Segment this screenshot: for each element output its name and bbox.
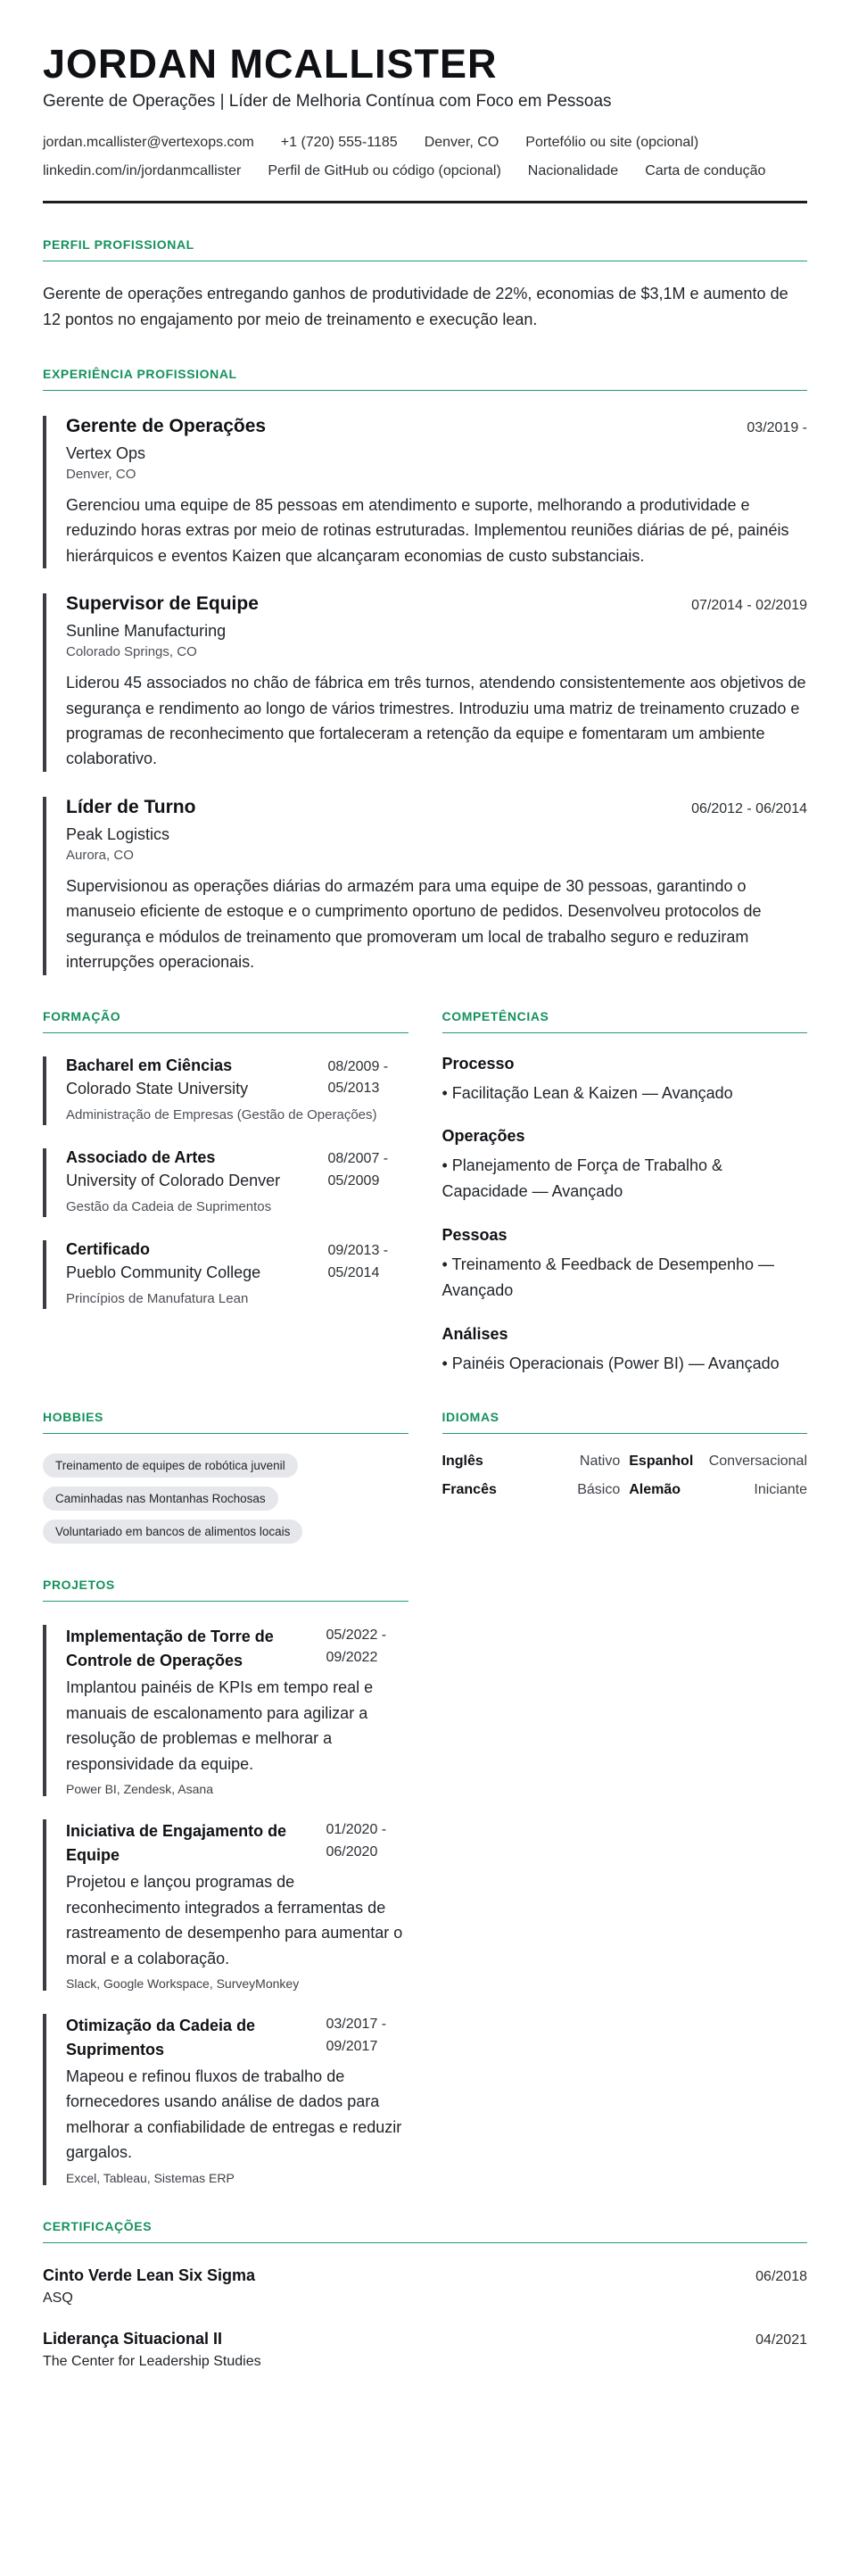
education-institution: Pueblo Community College — [66, 1263, 261, 1282]
education-heading: FORMAÇÃO — [43, 1009, 408, 1033]
job-company: Sunline Manufacturing — [66, 622, 227, 641]
skill-category: Análises — [442, 1324, 508, 1343]
job-date: 06/2012 - 06/2014 — [691, 800, 807, 816]
hobbies-heading: HOBBIES — [43, 1410, 408, 1434]
skill-item: • Painéis Operacionais (Power BI) — Avançado — [442, 1354, 780, 1372]
project-title: Iniciativa de Engajamento de Equipe — [66, 1822, 287, 1865]
project-tech: Slack, Google Workspace, SurveyMonkey — [66, 1975, 300, 1991]
education-skills-row — [43, 1009, 807, 1377]
header-divider — [43, 201, 807, 203]
education-entry — [43, 1148, 408, 1217]
hobby-tag: Caminhadas nas Montanhas Rochosas — [43, 1487, 278, 1511]
hobby-tag: Treinamento de equipes de robótica juvenil — [43, 1454, 298, 1478]
education-field: Princípios de Manufatura Lean — [66, 1291, 249, 1307]
projects-row — [43, 1578, 807, 2184]
language-entry — [442, 1482, 621, 1498]
skills-section — [442, 1009, 808, 1377]
education-section — [43, 1009, 408, 1377]
project-entry — [43, 1819, 408, 1991]
certification-entry — [43, 2330, 807, 2370]
job-location: Aurora, CO — [66, 847, 134, 863]
certification-issuer: ASQ — [43, 2290, 73, 2306]
skill-item: • Facilitação Lean & Kaizen — Avançado — [442, 1083, 733, 1102]
education-field: Gestão da Cadeia de Suprimentos — [66, 1198, 272, 1214]
certifications-section — [43, 2219, 807, 2370]
skill-category: Processo — [442, 1054, 515, 1073]
language-level: Conversacional — [708, 1454, 807, 1470]
skill-item: • Treinamento & Feedback de Desempenho — Avançado — [442, 1255, 775, 1299]
language-list — [442, 1454, 808, 1498]
candidate-tagline: Gerente de Operações | Líder de Melhoria Contínua com Foco em Pessoas — [43, 92, 612, 112]
summary-heading: PERFIL PROFISSIONAL — [43, 237, 807, 261]
project-title: Otimização da Cadeia de Suprimentos — [66, 2016, 256, 2058]
job-entry — [43, 593, 807, 772]
hobbies-languages-row — [43, 1410, 807, 1544]
project-tech: Power BI, Zendesk, Asana — [66, 1782, 213, 1797]
skill-item: • Planejamento de Força de Trabalho & Capacidade — Avançado — [442, 1156, 722, 1201]
hobbies-section — [43, 1410, 408, 1544]
language-level: Nativo — [579, 1454, 621, 1470]
certification-issuer: The Center for Leadership Studies — [43, 2353, 261, 2369]
education-institution: University of Colorado Denver — [66, 1171, 281, 1189]
job-title: Gerente de Operações — [66, 415, 267, 436]
education-entry — [43, 1240, 408, 1309]
certification-date: 04/2021 — [755, 2332, 807, 2348]
job-entry — [43, 416, 807, 568]
job-location: Colorado Springs, CO — [66, 644, 197, 660]
language-level: Iniciante — [754, 1482, 807, 1498]
job-entry — [43, 797, 807, 975]
job-description: Supervisionou as operações diárias do armazém para uma equipe de 30 pessoas, garantindo o manuseio eficiente de estoque e o cumprimento oportuno de pedidos. Desenvolveu protocolos de segurança e módulos de treinamento que promoveram um local de trabalho seguro e reduziram interrupções operacionais. — [66, 876, 762, 972]
contact-email[interactable]: jordan.mcallister@vertexops.com — [43, 135, 254, 151]
candidate-name: JORDAN MCALLISTER — [43, 41, 498, 87]
project-tech: Excel, Tableau, Sistemas ERP — [66, 2170, 235, 2185]
education-date: 09/2013 - 05/2014 — [327, 1243, 389, 1280]
language-name: Alemão — [629, 1482, 681, 1498]
project-description: Mapeou e refinou fluxos de trabalho de fornecedores usando análise de dados para melhorar a confiabilidade de entregas e reduzir gargalos. — [66, 2067, 402, 2162]
summary-text: Gerente de operações entregando ganhos de produtividade de 22%, economias de $3,1M e aumento de 12 pontos no engajamento por meio de treinamento e execução lean. — [43, 285, 788, 329]
language-name: Francês — [442, 1482, 497, 1498]
language-name: Espanhol — [629, 1454, 694, 1470]
projects-spacer — [442, 1578, 808, 2184]
contact-location: Denver, CO — [424, 135, 499, 151]
certifications-heading: CERTIFICAÇÕES — [43, 2219, 807, 2243]
language-name: Inglês — [442, 1454, 483, 1470]
languages-section — [442, 1410, 808, 1544]
education-degree: Associado de Artes — [66, 1147, 216, 1166]
contact-phone[interactable]: +1 (720) 555-1185 — [280, 135, 398, 151]
job-company: Peak Logistics — [66, 824, 170, 843]
project-description: Implantou painéis de KPIs em tempo real e manuais de escalonamento para agilizar a resolução de problemas e melhorar a responsividade da equipe. — [66, 1678, 374, 1773]
project-date: 01/2020 - 06/2020 — [326, 1822, 387, 1860]
job-company: Vertex Ops — [66, 443, 146, 462]
project-description: Projetou e lançou programas de reconhecimento integrados a ferramentas de rastreamento de desempenho para aumentar o moral e a colaboração. — [66, 1873, 403, 1967]
project-date: 03/2017 - 09/2017 — [326, 2016, 387, 2054]
language-entry — [442, 1454, 621, 1470]
contact-linkedin[interactable]: linkedin.com/in/jordanmcallister — [43, 163, 242, 179]
project-entry — [43, 1625, 408, 1796]
project-title: Implementação de Torre de Controle de Operações — [66, 1628, 274, 1670]
education-date: 08/2009 - 05/2013 — [327, 1058, 389, 1097]
contact-portfolio[interactable]: Portefólio ou site (opcional) — [525, 135, 699, 151]
contact-nationality: Nacionalidade — [527, 163, 619, 179]
hobby-tags — [43, 1454, 408, 1544]
hobby-tag: Voluntariado em bancos de alimentos locais — [43, 1520, 302, 1544]
experience-section — [43, 367, 807, 975]
skill-category: Operações — [442, 1127, 525, 1146]
languages-heading: IDIOMAS — [442, 1410, 808, 1434]
job-location: Denver, CO — [66, 466, 136, 482]
certification-date: 06/2018 — [755, 2268, 807, 2284]
job-description: Gerenciou uma equipe de 85 pessoas em atendimento e suporte, melhorando a produtividade e reduzindo horas extras por meio de rotinas estruturadas. Implementou reuniões diárias de pé, painéis hierárquicos e eventos Kaizen que alcançaram economias de custo substanciais. — [66, 495, 789, 565]
job-title: Supervisor de Equipe — [66, 593, 259, 615]
language-level: Básico — [577, 1482, 621, 1498]
language-entry — [629, 1454, 807, 1470]
education-date: 08/2007 - 05/2009 — [327, 1150, 389, 1189]
contact-list — [43, 135, 807, 179]
job-date: 03/2019 - — [747, 419, 807, 435]
experience-heading: EXPERIÊNCIA PROFISSIONAL — [43, 367, 807, 391]
projects-heading: PROJETOS — [43, 1578, 408, 1602]
language-entry — [629, 1482, 807, 1498]
certification-name: Cinto Verde Lean Six Sigma — [43, 2265, 256, 2284]
certification-name: Liderança Situacional II — [43, 2329, 223, 2348]
education-institution: Colorado State University — [66, 1079, 249, 1097]
education-entry — [43, 1056, 408, 1125]
job-title: Líder de Turno — [66, 796, 196, 817]
resume-header — [43, 43, 807, 203]
project-date: 05/2022 - 09/2022 — [326, 1628, 387, 1666]
education-degree: Certificado — [66, 1240, 151, 1259]
skill-category: Pessoas — [442, 1226, 508, 1245]
job-date: 07/2014 - 02/2019 — [691, 598, 807, 614]
certification-entry — [43, 2266, 807, 2307]
contact-github[interactable]: Perfil de GitHub ou código (opcional) — [268, 163, 501, 179]
job-description: Liderou 45 associados no chão de fábrica em três turnos, atendendo consistentemente aos objetivos de segurança e rendimento ao longo de vários trimestres. Introduziu uma matriz de treinamento cruzado e programas de reconhecimento que fortaleceram a retenção da equipe e fomentaram um ambiente colaborativo. — [66, 674, 806, 768]
summary-section — [43, 237, 807, 333]
contact-driving-license: Carta de condução — [645, 163, 766, 179]
education-degree: Bacharel em Ciências — [66, 1056, 233, 1074]
project-entry — [43, 2014, 408, 2185]
skills-heading: COMPETÊNCIAS — [442, 1009, 808, 1033]
education-field: Administração de Empresas (Gestão de Operações) — [66, 1106, 377, 1122]
projects-section — [43, 1578, 408, 2184]
